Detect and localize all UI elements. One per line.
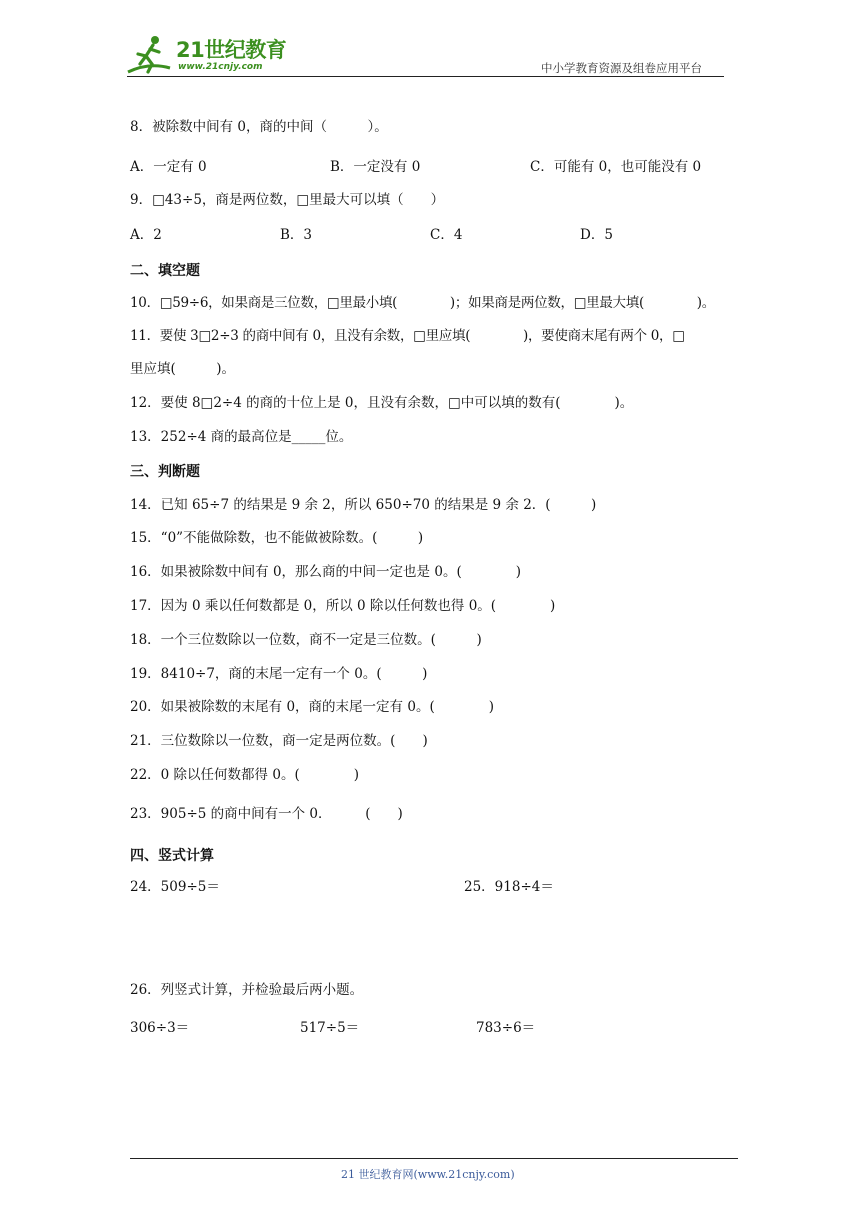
question-26-part2: 517÷5＝ xyxy=(300,1020,360,1036)
question-15: 15．“0”不能做除数，也不能做被除数。( ) xyxy=(130,530,424,546)
option-9b: B．3 xyxy=(280,227,313,243)
runner-icon xyxy=(124,32,174,78)
section-heading-vertical-calc: 四、竖式计算 xyxy=(130,848,214,864)
question-10: 10．□59÷6，如果商是三位数，□里最小填( )；如果商是两位数，□里最大填( )。 xyxy=(130,295,715,311)
question-13: 13．252÷4 商的最高位是_____位。 xyxy=(130,429,353,445)
question-8: 8．被除数中间有 0，商的中间（ ）。 xyxy=(130,119,388,135)
option-9d: D．5 xyxy=(580,227,613,243)
option-9c: C．4 xyxy=(430,227,463,243)
question-20: 20．如果被除数的末尾有 0，商的末尾一定有 0。( ) xyxy=(130,699,494,715)
question-12: 12．要使 8□2÷4 的商的十位上是 0，且没有余数，□中可以填的数有( )。 xyxy=(130,395,634,411)
footer-divider xyxy=(130,1158,738,1159)
header-platform-text: 中小学教育资源及组卷应用平台 xyxy=(541,61,702,75)
option-8a: A．一定有 0 xyxy=(130,159,207,175)
logo-text: 21世纪教育 xyxy=(176,38,287,62)
footer-text: 21 世纪教育网(www.21cnjy.com) xyxy=(341,1168,515,1181)
question-17: 17．因为 0 乘以任何数都是 0，所以 0 除以任何数也得 0。( ) xyxy=(130,598,556,614)
site-logo xyxy=(124,32,294,78)
logo-url: www.21cnjy.com xyxy=(178,62,263,72)
header-divider xyxy=(127,76,724,77)
option-8b: B．一定没有 0 xyxy=(330,159,421,175)
question-26-part1: 306÷3＝ xyxy=(130,1020,190,1036)
question-18: 18．一个三位数除以一位数，商不一定是三位数。( ) xyxy=(130,632,482,648)
option-8c: C．可能有 0，也可能没有 0 xyxy=(530,159,702,175)
question-24: 24．509÷5＝ xyxy=(130,879,220,895)
option-9a: A．2 xyxy=(130,227,162,243)
question-21: 21．三位数除以一位数，商一定是两位数。( ) xyxy=(130,733,428,749)
question-19: 19．8410÷7，商的末尾一定有一个 0。( ) xyxy=(130,666,428,682)
question-26: 26．列竖式计算，并检验最后两小题。 xyxy=(130,982,364,998)
question-11-line2: 里应填( )。 xyxy=(130,361,236,377)
question-23: 23．905÷5 的商中间有一个 0． ( ) xyxy=(130,806,403,822)
section-heading-true-false: 三、判断题 xyxy=(130,464,200,480)
question-11-line1: 11．要使 3□2÷3 的商中间有 0，且没有余数，□里应填( )，要使商末尾有两个 0，□ xyxy=(130,328,685,344)
question-9: 9．□43÷5，商是两位数，□里最大可以填（ ） xyxy=(130,192,445,208)
question-25: 25．918÷4＝ xyxy=(464,879,554,895)
question-16: 16．如果被除数中间有 0，那么商的中间一定也是 0。( ) xyxy=(130,564,521,580)
question-14: 14．已知 65÷7 的结果是 9 余 2，所以 650÷70 的结果是 9 余 2．( ) xyxy=(130,497,597,513)
question-26-part3: 783÷6＝ xyxy=(476,1020,536,1036)
question-22: 22．0 除以任何数都得 0。( ) xyxy=(130,767,359,783)
section-heading-fill-blank: 二、填空题 xyxy=(130,263,200,279)
